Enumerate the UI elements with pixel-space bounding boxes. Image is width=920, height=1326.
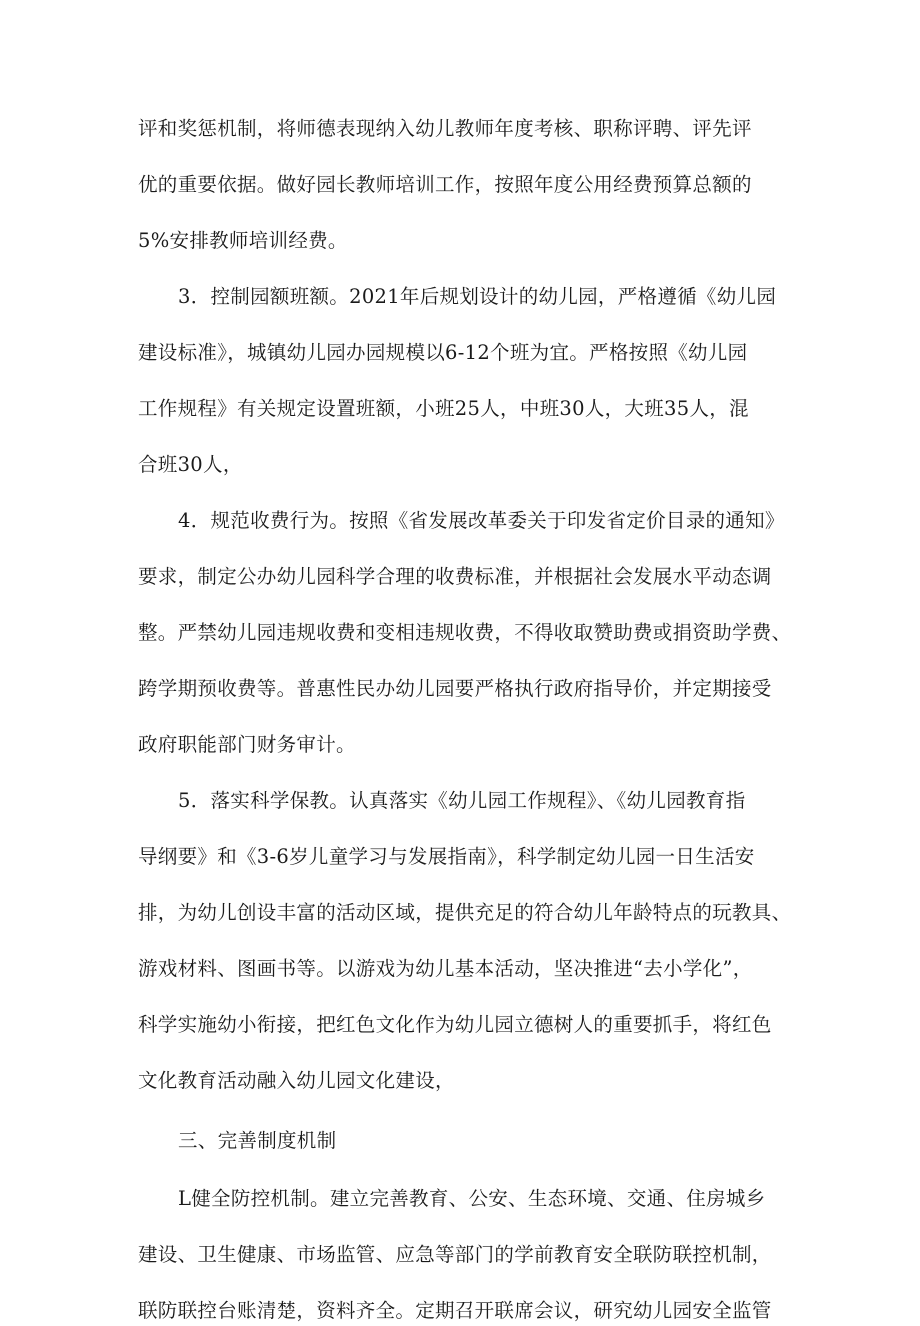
text-line: 要求，制定公办幼儿园科学合理的收费标准，并根据社会发展水平动态调 xyxy=(138,565,772,588)
text-line: 5%安排教师培训经费。 xyxy=(138,229,348,252)
text-line: 建设、卫生健康、市场监管、应急等部门的学前教育安全联防联控机制， xyxy=(138,1243,772,1266)
text-line: 优的重要依据。做好园长教师培训工作，按照年度公用经费预算总额的 xyxy=(138,173,752,196)
text-line: 评和奖惩机制，将师德表现纳入幼儿教师年度考核、职称评聘、评先评 xyxy=(138,117,752,140)
text-line: 合班30人， xyxy=(138,453,243,476)
text-line: 游戏材料、图画书等。以游戏为幼儿基本活动，坚决推进“去小学化”， xyxy=(138,957,753,980)
text-line: 科学实施幼小衔接，把红色文化作为幼儿园立德树人的重要抓手，将红色 xyxy=(138,1013,772,1036)
text-line: 联防联控台账清楚，资料齐全。定期召开联席会议，研究幼儿园安全监管 xyxy=(138,1299,772,1322)
text-line: 5．落实科学保教。认真落实《幼儿园工作规程》、《幼儿园教育指 xyxy=(178,789,746,812)
text-line: 建设标准》，城镇幼儿园办园规模以6-12个班为宜。严格按照《幼儿园 xyxy=(138,341,748,364)
text-line: 导纲要》和《3-6岁儿童学习与发展指南》，科学制定幼儿园一日生活安 xyxy=(138,845,755,868)
text-line: L健全防控机制。建立完善教育、公安、生态环境、交通、住房城乡 xyxy=(178,1187,766,1210)
text-line: 排，为幼儿创设丰富的活动区域，提供充足的符合幼儿年龄特点的玩教具、 xyxy=(138,901,792,924)
text-line: 4．规范收费行为。按照《省发展改革委关于印发省定价目录的通知》 xyxy=(178,509,785,532)
text-line: 文化教育活动融入幼儿园文化建设， xyxy=(138,1069,455,1092)
text-line: 整。严禁幼儿园违规收费和变相违规收费，不得收取赞助费或捐资助学费、 xyxy=(138,621,792,644)
text-line: 3．控制园额班额。2021年后规划设计的幼儿园，严格遵循《幼儿园 xyxy=(178,285,777,308)
text-line: 政府职能部门财务审计。 xyxy=(138,733,356,756)
text-line: 跨学期预收费等。普惠性民办幼儿园要严格执行政府指导价，并定期接受 xyxy=(138,677,772,700)
text-line: 工作规程》有关规定设置班额，小班25人，中班30人，大班35人，混 xyxy=(138,397,749,420)
section-heading: 三、完善制度机制 xyxy=(178,1129,337,1152)
